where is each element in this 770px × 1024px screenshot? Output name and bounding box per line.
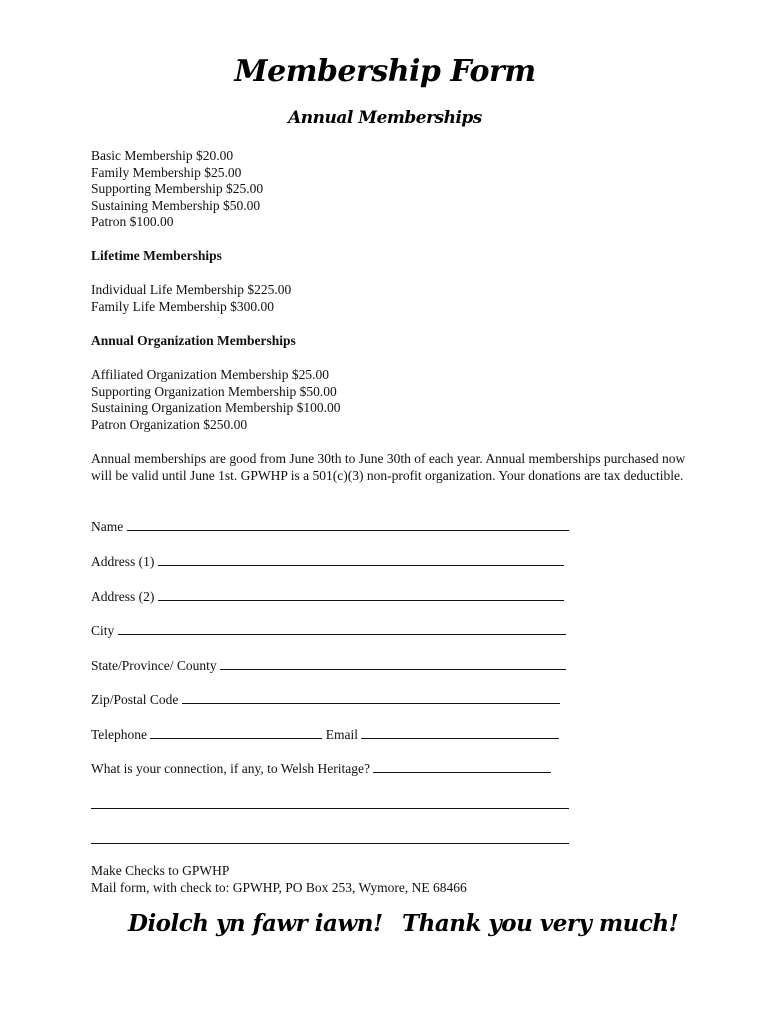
state-field[interactable] [91,657,566,674]
connection-field[interactable] [91,760,551,777]
list-item: Patron $100.00 [91,214,174,229]
thanks-welsh: Diolch yn fawr iawn! [128,910,383,937]
city-input-line[interactable] [118,622,566,635]
list-item: Supporting Organization Membership $50.00 [91,383,337,399]
email-label: Email [325,727,359,742]
organization-memberships-list [91,367,691,433]
address2-field[interactable] [91,588,564,605]
address2-input-line[interactable] [158,588,564,601]
lifetime-heading: Lifetime Memberships [91,248,222,263]
connection-extra-line-1[interactable] [91,807,569,809]
state-label: State/Province/ County [91,658,217,673]
list-item: Individual Life Membership $225.00 [91,282,292,297]
lifetime-memberships-list [91,282,691,315]
payment-instructions [91,863,691,896]
organization-heading: Annual Organization Memberships [91,333,296,348]
connection-input-line[interactable] [373,760,551,773]
zip-label: Zip/Postal Code [91,692,179,707]
name-label: Name [91,519,124,534]
email-input-line[interactable] [361,726,559,739]
list-item: Patron Organization $250.00 [91,416,248,432]
city-label: City [91,623,115,638]
list-item: Affiliated Organization Membership $25.00 [91,367,329,382]
name-field[interactable] [91,518,569,535]
connection-extra-line-2[interactable] [91,842,569,844]
city-field[interactable] [91,622,566,639]
telephone-label: Telephone [91,727,148,742]
annual-memberships-list [91,148,691,231]
connection-label: What is your connection, if any, to Welsh Heritage? [91,761,370,776]
address1-input-line[interactable] [158,553,564,566]
zip-input-line[interactable] [182,691,560,704]
address1-field[interactable] [91,553,564,570]
address1-label: Address (1) [91,554,155,569]
telephone-input-line[interactable] [150,726,322,739]
zip-field[interactable] [91,691,560,708]
checks-instruction: Make Checks to GPWHP [91,863,230,878]
page-subtitle: Annual Memberships [288,108,482,128]
list-item: Supporting Membership $25.00 [91,181,264,196]
list-item: Sustaining Organization Membership $100.00 [91,400,341,415]
list-item: Sustaining Membership $50.00 [91,197,261,213]
list-item: Family Membership $25.00 [91,164,242,180]
mail-instruction: Mail form, with check to: GPWHP, PO Box 253, Wymore, NE 68466 [91,879,467,895]
name-input-line[interactable] [127,518,569,531]
address2-label: Address (2) [91,589,155,604]
state-input-line[interactable] [220,657,566,670]
membership-notice: Annual memberships are good from June 30th to June 30th of each year. Annual memberships purchased now will be valid until June 1st. GPWHP is a 501(c)(3) non-profit organization. Your donations are tax deductible. [91,451,686,483]
list-item: Family Life Membership $300.00 [91,298,274,314]
thanks-english: Thank you very much! [402,910,679,937]
list-item: Basic Membership $20.00 [91,148,234,163]
page-title: Membership Form [234,54,536,89]
telephone-email-field[interactable] [91,726,559,743]
